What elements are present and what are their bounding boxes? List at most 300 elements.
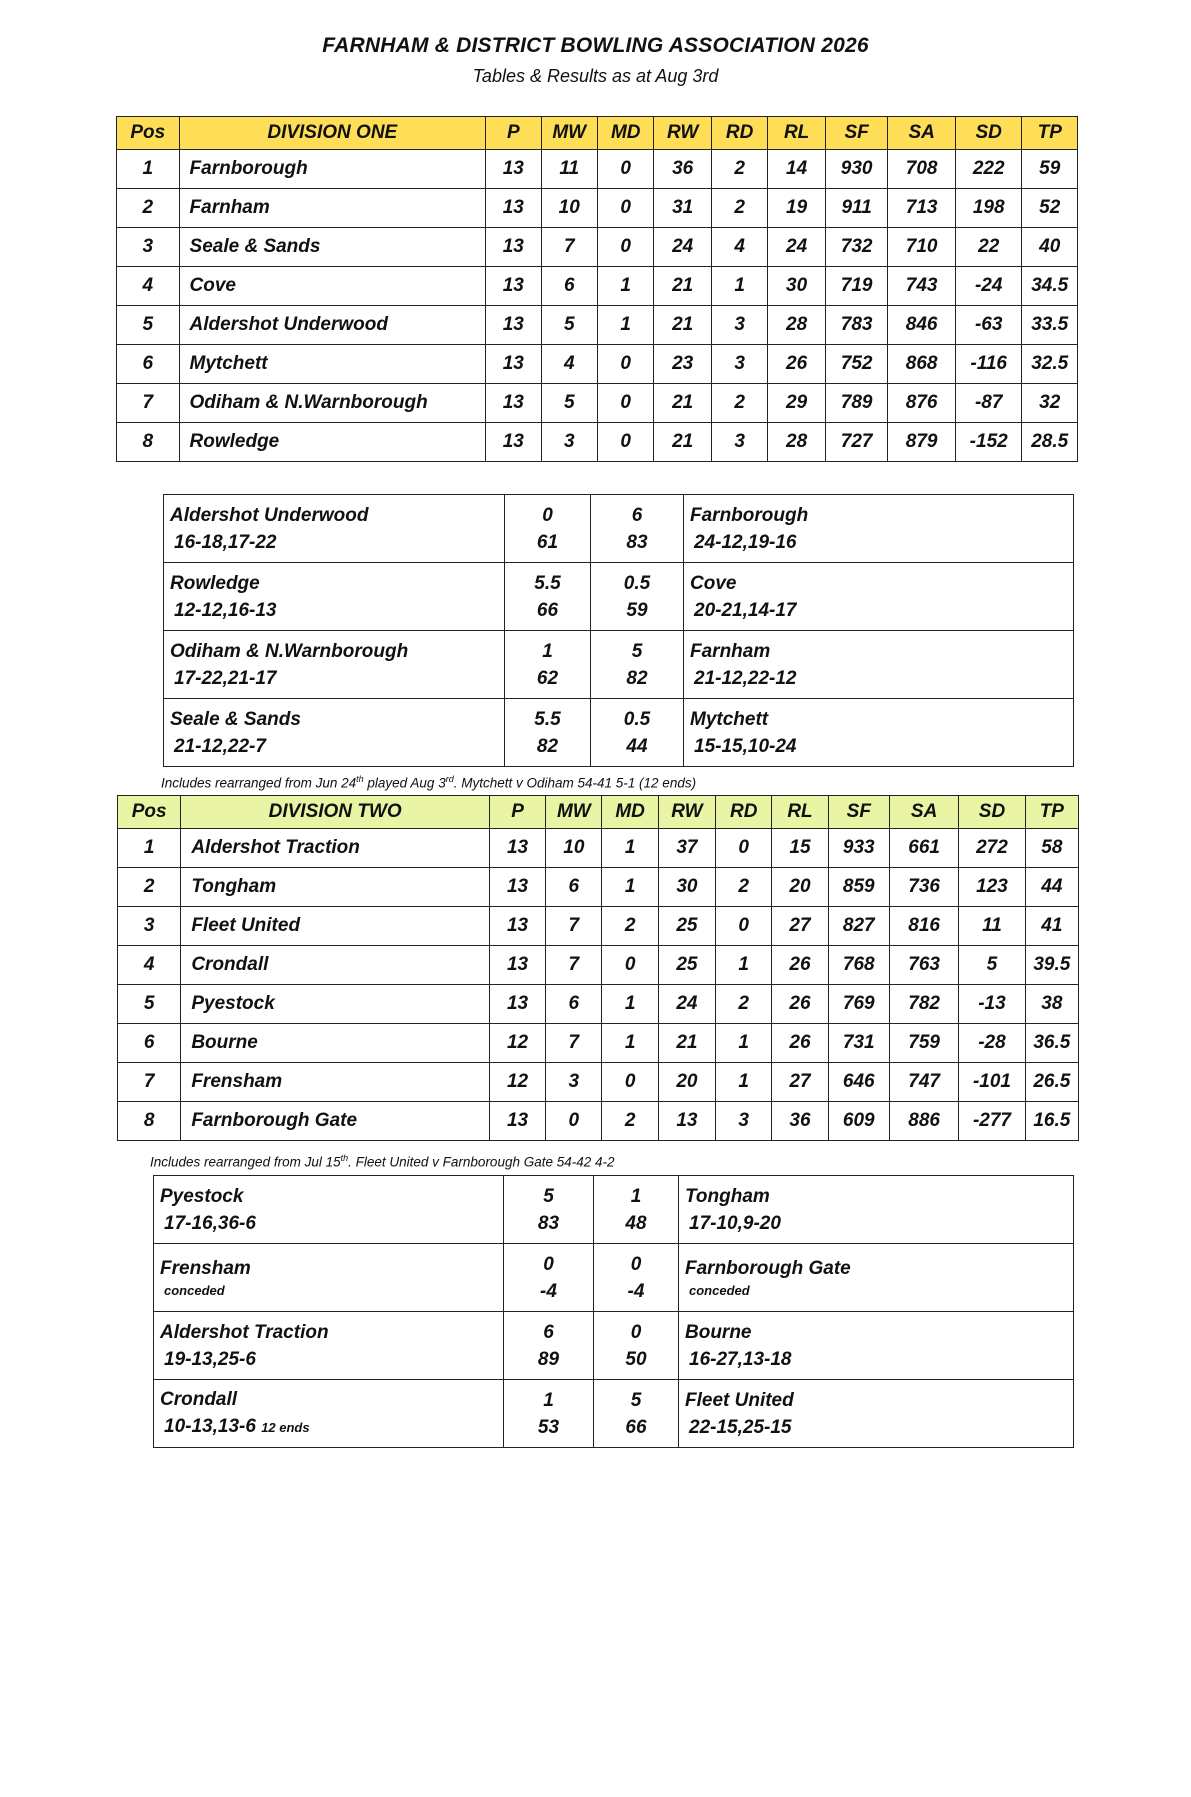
home-rink-scores (170, 665, 504, 692)
team-name-cell: Rowledge (179, 423, 486, 462)
table-cell: 646 (828, 1063, 889, 1102)
table-cell: 24 (768, 228, 825, 267)
table-cell: 727 (825, 423, 888, 462)
home-rink-scores (160, 1346, 503, 1373)
away-points-cell (591, 563, 684, 631)
division-two-results (153, 1175, 1074, 1448)
table-cell: 44 (1025, 868, 1078, 907)
team-name-cell: Farnborough Gate (181, 1102, 490, 1141)
table-cell: 1 (602, 985, 658, 1024)
column-header: SF (825, 117, 888, 150)
home-shots: 66 (536, 599, 559, 621)
home-shots: 89 (537, 1348, 560, 1370)
table-cell: 0 (716, 829, 772, 868)
table-cell: 1 (716, 1024, 772, 1063)
column-header: P (489, 796, 545, 829)
column-header: SD (959, 796, 1025, 829)
table-cell: 1 (716, 1063, 772, 1102)
table-cell: 36 (654, 150, 711, 189)
home-points: 1 (543, 1389, 554, 1411)
table-cell: 34.5 (1022, 267, 1078, 306)
home-rink-scores (170, 597, 504, 624)
team-name-cell: Cove (179, 267, 486, 306)
table-cell: 16.5 (1025, 1102, 1078, 1141)
home-points-cell (505, 563, 591, 631)
table-row (117, 150, 1078, 189)
home-points: 6 (543, 1321, 554, 1343)
team-name-cell: Mytchett (179, 345, 486, 384)
away-points: 0.5 (623, 572, 651, 594)
home-points-cell (504, 1312, 594, 1380)
division-one-results (163, 494, 1074, 767)
table-cell: 0 (597, 345, 653, 384)
team-name-cell: Aldershot Underwood (179, 306, 486, 345)
home-points-cell (505, 699, 591, 767)
table-cell: -24 (955, 267, 1022, 306)
page-subtitle: Tables & Results as at Aug 3rd (472, 66, 719, 86)
table-cell: 36.5 (1025, 1024, 1078, 1063)
home-points: 0 (543, 1253, 554, 1275)
table-cell: 31 (654, 189, 711, 228)
home-team-name: Pyestock (160, 1185, 244, 1207)
result-row (154, 1312, 1074, 1380)
column-header: Pos (117, 117, 180, 150)
table-cell: 15 (772, 829, 828, 868)
home-team-name: Aldershot Underwood (170, 504, 369, 526)
away-team-name: Mytchett (690, 708, 769, 730)
table-cell: 26 (768, 345, 825, 384)
away-team-cell (684, 563, 1074, 631)
table-cell: 52 (1022, 189, 1078, 228)
table-cell: 3 (716, 1102, 772, 1141)
away-points: 0 (630, 1253, 642, 1275)
table-cell: -101 (959, 1063, 1025, 1102)
table-row (117, 384, 1078, 423)
table-cell: 58 (1025, 829, 1078, 868)
table-cell: 1 (711, 267, 767, 306)
team-name-cell: Odiham & N.Warnborough (179, 384, 486, 423)
away-team-name: Bourne (685, 1321, 752, 1343)
home-rink-scores-text: 12-12,16-13 (174, 599, 277, 621)
table-cell: 879 (888, 423, 956, 462)
column-header: SA (889, 796, 958, 829)
table-cell: 5 (541, 384, 597, 423)
table-cell: 0 (546, 1102, 602, 1141)
home-team-cell (164, 563, 505, 631)
home-rink-scores-text: 17-16,36-6 (164, 1212, 256, 1234)
table-cell: 2 (118, 868, 181, 907)
table-cell: 13 (489, 1102, 545, 1141)
away-team-cell (679, 1244, 1074, 1312)
table-cell: 1 (602, 1024, 658, 1063)
away-rink-scores: 16-27,13-18 (689, 1348, 792, 1370)
home-rink-scores-text: 19-13,25-6 (164, 1348, 256, 1370)
away-points-cell (594, 1380, 679, 1448)
column-header: RD (711, 117, 767, 150)
result-row (164, 495, 1074, 563)
table-cell: 3 (118, 907, 181, 946)
table-cell: 789 (825, 384, 888, 423)
home-rink-scores (160, 1413, 503, 1441)
table-cell: 0 (602, 1063, 658, 1102)
table-cell: 3 (711, 423, 767, 462)
home-team-cell (164, 699, 505, 767)
division-one-table (116, 116, 1078, 462)
away-points: 0 (630, 1321, 642, 1343)
table-cell: 38 (1025, 985, 1078, 1024)
away-points: 6 (631, 504, 643, 526)
home-rink-scores-text: 21-12,22-7 (174, 735, 266, 757)
away-rink-scores: 20-21,14-17 (694, 599, 797, 621)
table-cell: 13 (489, 946, 545, 985)
table-cell: 0 (597, 423, 653, 462)
table-cell: 25 (658, 946, 715, 985)
away-team-name: Farnborough Gate (685, 1258, 851, 1279)
table-cell: 28 (768, 306, 825, 345)
table-cell: 7 (546, 1024, 602, 1063)
team-name-cell: Frensham (181, 1063, 490, 1102)
table-cell: 1 (117, 150, 180, 189)
table-cell: -13 (959, 985, 1025, 1024)
table-cell: 21 (654, 384, 711, 423)
column-header: RL (772, 796, 828, 829)
column-header: RL (768, 117, 825, 150)
result-row (164, 563, 1074, 631)
away-team-name: Fleet United (685, 1389, 794, 1411)
table-cell: 13 (658, 1102, 715, 1141)
table-cell: 1 (716, 946, 772, 985)
table-cell: 5 (541, 306, 597, 345)
home-points: 5.5 (534, 572, 561, 594)
table-cell: 10 (546, 829, 602, 868)
home-rink-scores (170, 733, 504, 760)
table-cell: 13 (486, 306, 541, 345)
table-cell: 752 (825, 345, 888, 384)
table-cell: 4 (118, 946, 181, 985)
table-row (118, 1063, 1079, 1102)
home-team-cell (154, 1380, 504, 1448)
table-cell: 5 (959, 946, 1025, 985)
table-cell: 759 (889, 1024, 958, 1063)
table-cell: 25 (658, 907, 715, 946)
table-cell: 868 (888, 345, 956, 384)
away-team-cell (684, 631, 1074, 699)
table-row (117, 423, 1078, 462)
table-cell: 933 (828, 829, 889, 868)
table-cell: 27 (772, 907, 828, 946)
away-points-cell (591, 495, 684, 563)
home-team-name: Crondall (160, 1389, 238, 1410)
table-cell: 827 (828, 907, 889, 946)
table-cell: 736 (889, 868, 958, 907)
table-cell: 21 (654, 423, 711, 462)
table-row (118, 1102, 1079, 1141)
table-cell: 2 (602, 907, 658, 946)
table-cell: 3 (711, 306, 767, 345)
division-two-table (117, 795, 1079, 1141)
table-cell: 2 (711, 189, 767, 228)
home-team-cell (154, 1176, 504, 1244)
away-team-name: Cove (690, 572, 737, 594)
table-row (118, 868, 1079, 907)
table-cell: 3 (546, 1063, 602, 1102)
home-points: 5.5 (534, 708, 561, 730)
table-cell: 886 (889, 1102, 958, 1141)
table-cell: 19 (768, 189, 825, 228)
away-points-cell (591, 631, 684, 699)
column-header: SF (828, 796, 889, 829)
table-cell: 708 (888, 150, 956, 189)
table-cell: 20 (658, 1063, 715, 1102)
column-header: TP (1025, 796, 1078, 829)
home-team-name: Odiham & N.Warnborough (170, 640, 409, 662)
table-cell: 6 (546, 868, 602, 907)
table-cell: 4 (541, 345, 597, 384)
home-team-cell (154, 1244, 504, 1312)
table-cell: -87 (955, 384, 1022, 423)
table-header-row (117, 117, 1078, 150)
result-row (164, 699, 1074, 767)
home-shots: 53 (537, 1416, 560, 1438)
table-cell: 0 (597, 384, 653, 423)
home-team-name: Aldershot Traction (160, 1321, 329, 1343)
home-points-cell (504, 1380, 594, 1448)
column-header: MW (541, 117, 597, 150)
table-cell: 4 (711, 228, 767, 267)
table-cell: 0 (597, 228, 653, 267)
table-cell: -116 (955, 345, 1022, 384)
table-cell: 661 (889, 829, 958, 868)
table-cell: 10 (541, 189, 597, 228)
result-row (154, 1176, 1074, 1244)
table-cell: 732 (825, 228, 888, 267)
table-cell: 2 (711, 384, 767, 423)
away-points: 5 (630, 1389, 642, 1411)
team-name-cell: Seale & Sands (179, 228, 486, 267)
table-cell: 32 (1022, 384, 1078, 423)
team-name-cell: Farnborough (179, 150, 486, 189)
table-cell: 743 (888, 267, 956, 306)
table-row (118, 1024, 1079, 1063)
away-shots: 50 (625, 1348, 647, 1370)
table-cell: 23 (654, 345, 711, 384)
table-cell: 24 (654, 228, 711, 267)
table-cell: 11 (959, 907, 1025, 946)
home-team-name: Frensham (160, 1258, 251, 1279)
table-cell: 2 (716, 985, 772, 1024)
table-cell: 4 (117, 267, 180, 306)
column-header: SA (888, 117, 956, 150)
column-header: Pos (118, 796, 181, 829)
table-cell: 26 (772, 1024, 828, 1063)
table-cell: 22 (955, 228, 1022, 267)
table-cell: 13 (486, 384, 541, 423)
table-cell: 0 (602, 946, 658, 985)
table-cell: -277 (959, 1102, 1025, 1141)
table-cell: 846 (888, 306, 956, 345)
away-points: 1 (630, 1185, 642, 1207)
home-rink-scores (160, 1282, 503, 1300)
table-cell: 26 (772, 946, 828, 985)
away-shots: 48 (625, 1212, 647, 1234)
table-cell: 21 (658, 1024, 715, 1063)
home-team-cell (164, 631, 505, 699)
away-rink-scores: 22-15,25-15 (689, 1416, 792, 1438)
home-shots: 61 (536, 531, 559, 553)
table-cell: 40 (1022, 228, 1078, 267)
table-cell: 763 (889, 946, 958, 985)
away-rink-scores: 15-15,10-24 (694, 735, 797, 757)
home-shots: 83 (537, 1212, 560, 1234)
away-team-cell (684, 699, 1074, 767)
table-cell: 6 (546, 985, 602, 1024)
column-header: MD (597, 117, 653, 150)
table-cell: 0 (597, 150, 653, 189)
table-cell: 11 (541, 150, 597, 189)
result-row (154, 1380, 1074, 1448)
table-row (117, 306, 1078, 345)
table-cell: 782 (889, 985, 958, 1024)
table-cell: 59 (1022, 150, 1078, 189)
table-cell: 21 (654, 267, 711, 306)
table-cell: 222 (955, 150, 1022, 189)
away-shots: 82 (626, 667, 648, 689)
table-cell: 5 (117, 306, 180, 345)
table-cell: 1 (597, 306, 653, 345)
table-cell: 39.5 (1025, 946, 1078, 985)
away-rink-scores: 21-12,22-12 (694, 667, 797, 689)
away-shots: 44 (626, 735, 648, 757)
table-cell: 710 (888, 228, 956, 267)
table-cell: 5 (118, 985, 181, 1024)
table-cell: 7 (546, 907, 602, 946)
table-cell: 1 (597, 267, 653, 306)
table-cell: 13 (486, 423, 541, 462)
home-points-cell (505, 495, 591, 563)
table-cell: 13 (486, 228, 541, 267)
team-name-cell: Aldershot Traction (181, 829, 490, 868)
away-points-cell (594, 1312, 679, 1380)
away-rink-scores: 24-12,19-16 (694, 531, 797, 553)
away-team-cell (679, 1380, 1074, 1448)
division-two-note: Includes rearranged from Jul 15th. Fleet United v Farnborough Gate 54-42 4-2 (150, 1153, 615, 1170)
table-header-row (118, 796, 1079, 829)
table-cell: 859 (828, 868, 889, 907)
table-cell: 3 (541, 423, 597, 462)
column-header: MW (546, 796, 602, 829)
team-name-cell: Bourne (181, 1024, 490, 1063)
table-cell: 7 (117, 384, 180, 423)
team-name-cell: Farnham (179, 189, 486, 228)
table-row (118, 946, 1079, 985)
table-cell: 272 (959, 829, 1025, 868)
table-cell: -28 (959, 1024, 1025, 1063)
home-shots: -4 (540, 1280, 557, 1302)
table-cell: -152 (955, 423, 1022, 462)
away-shots: 66 (625, 1416, 647, 1438)
table-row (118, 907, 1079, 946)
table-cell: 8 (118, 1102, 181, 1141)
table-cell: 28.5 (1022, 423, 1078, 462)
table-cell: 13 (489, 985, 545, 1024)
away-points-cell (594, 1244, 679, 1312)
away-shots: 59 (626, 599, 648, 621)
column-header: DIVISION TWO (181, 796, 490, 829)
table-cell: 13 (486, 345, 541, 384)
table-row (117, 345, 1078, 384)
table-cell: 6 (118, 1024, 181, 1063)
table-cell: -63 (955, 306, 1022, 345)
column-header: SD (955, 117, 1022, 150)
table-cell: 2 (711, 150, 767, 189)
table-cell: 13 (489, 829, 545, 868)
away-rink-scores: 17-10,9-20 (689, 1212, 781, 1234)
home-rink-scores-text: conceded (164, 1283, 225, 1298)
away-team-name: Farnham (690, 640, 771, 662)
table-cell: 713 (888, 189, 956, 228)
home-shots: 62 (536, 667, 559, 689)
column-header: RD (716, 796, 772, 829)
table-cell: 7 (546, 946, 602, 985)
table-cell: 747 (889, 1063, 958, 1102)
table-cell: 0 (597, 189, 653, 228)
home-points: 0 (542, 504, 553, 526)
home-team-cell (164, 495, 505, 563)
table-cell: 1 (602, 829, 658, 868)
home-rink-scores (170, 529, 504, 556)
table-cell: 1 (118, 829, 181, 868)
table-row (117, 189, 1078, 228)
away-team-cell (679, 1176, 1074, 1244)
table-cell: 13 (489, 868, 545, 907)
table-cell: 33.5 (1022, 306, 1078, 345)
result-row (154, 1244, 1074, 1312)
table-cell: 13 (486, 150, 541, 189)
home-points-cell (504, 1176, 594, 1244)
table-cell: 930 (825, 150, 888, 189)
table-cell: 13 (486, 267, 541, 306)
away-shots: -4 (627, 1280, 645, 1302)
away-shots: 83 (626, 531, 648, 553)
table-cell: 7 (541, 228, 597, 267)
column-header: P (486, 117, 541, 150)
table-cell: 24 (658, 985, 715, 1024)
table-cell: 6 (541, 267, 597, 306)
page-title: FARNHAM & DISTRICT BOWLING ASSOCIATION 2026 (322, 34, 869, 57)
home-points: 5 (543, 1185, 554, 1207)
table-cell: 198 (955, 189, 1022, 228)
table-cell: 1 (602, 868, 658, 907)
table-cell: 14 (768, 150, 825, 189)
home-rink-scores-text: 16-18,17-22 (174, 531, 277, 553)
table-cell: 13 (489, 907, 545, 946)
table-cell: 26 (772, 985, 828, 1024)
table-cell: 27 (772, 1063, 828, 1102)
table-cell: 2 (602, 1102, 658, 1141)
table-cell: 6 (117, 345, 180, 384)
home-points-cell (504, 1244, 594, 1312)
home-team-name: Seale & Sands (170, 708, 301, 730)
away-points-cell (591, 699, 684, 767)
result-row (164, 631, 1074, 699)
table-cell: 8 (117, 423, 180, 462)
table-cell: 26.5 (1025, 1063, 1078, 1102)
team-name-cell: Pyestock (181, 985, 490, 1024)
away-rink-scores: conceded (689, 1283, 750, 1298)
table-cell: 12 (489, 1063, 545, 1102)
away-points: 0.5 (623, 708, 651, 730)
table-cell: 3 (117, 228, 180, 267)
